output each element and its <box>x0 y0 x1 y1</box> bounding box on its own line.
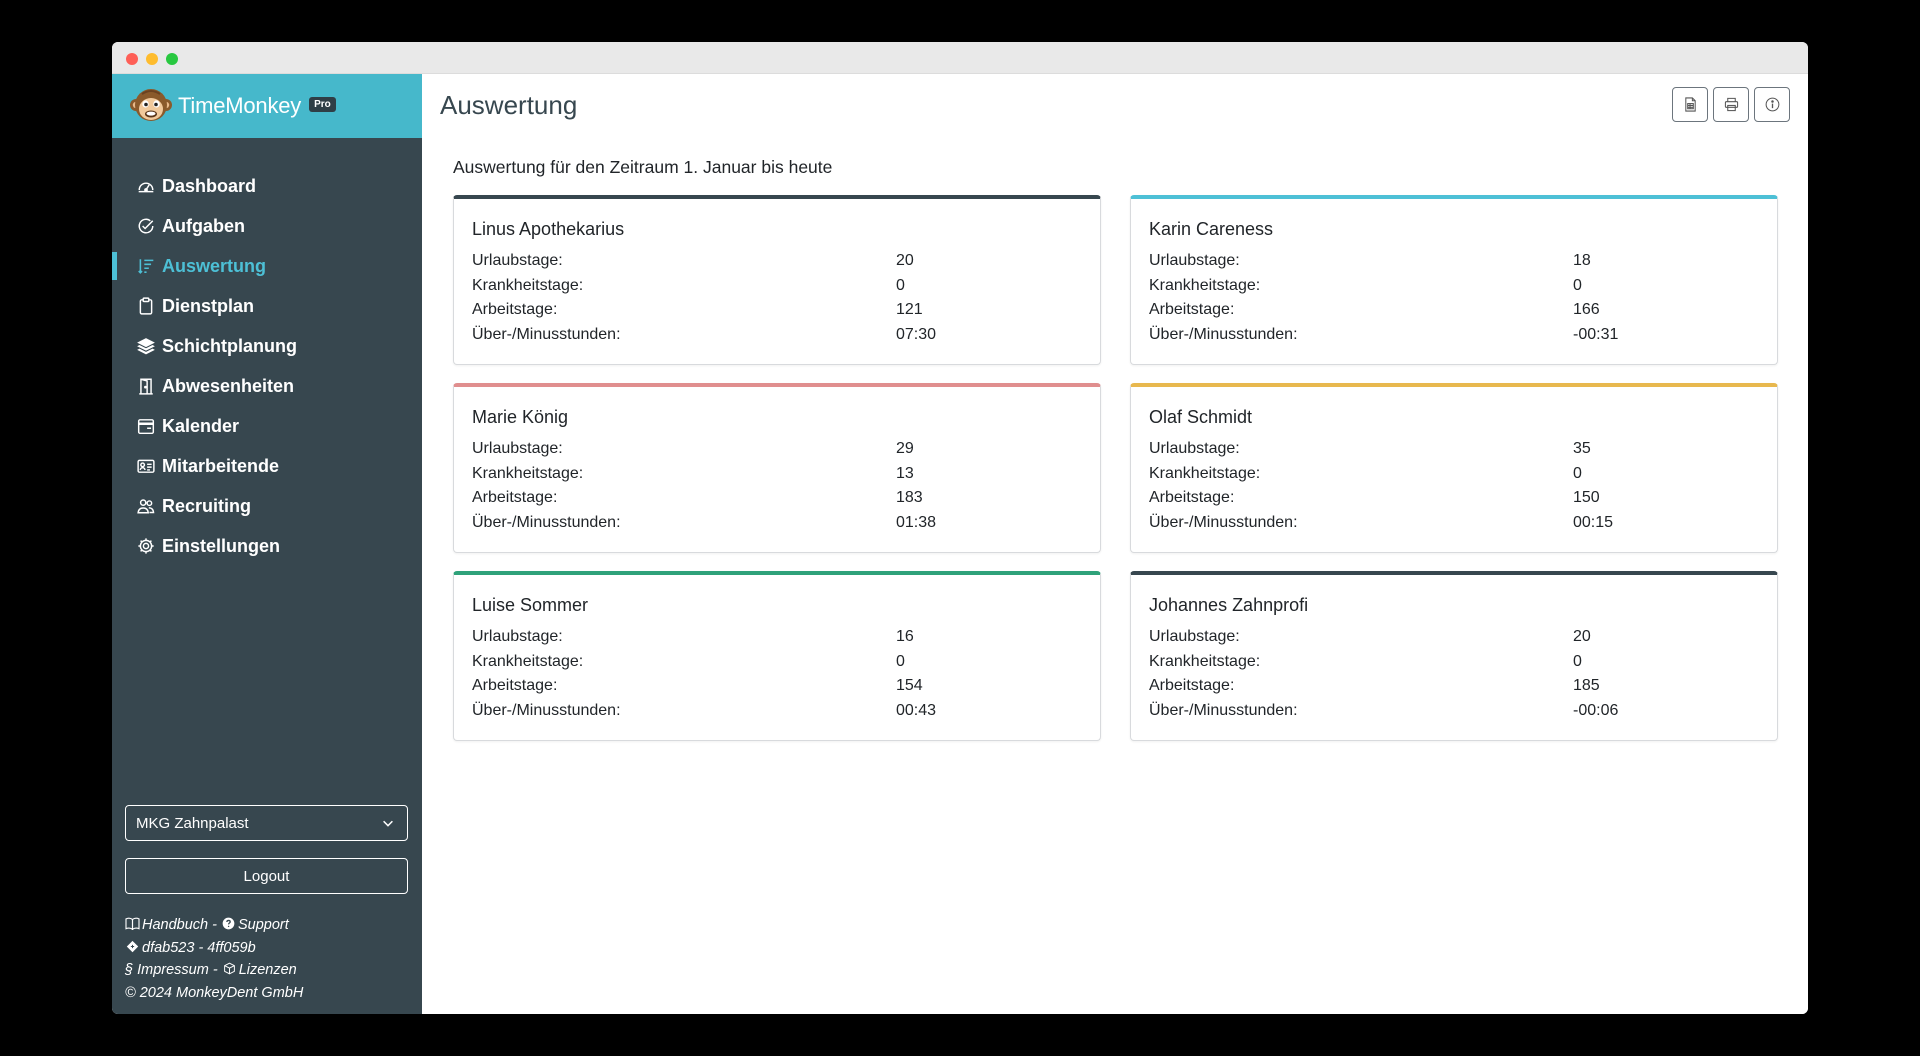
stat-row-overtime <box>472 323 1082 348</box>
box-icon <box>222 962 237 975</box>
stat-label: Krankheitstage: <box>1149 464 1261 482</box>
stat-label: Urlaubstage: <box>472 252 563 269</box>
stat-row-work <box>1149 674 1759 699</box>
info-button[interactable] <box>1754 87 1790 122</box>
app-name: TimeMonkey <box>178 93 302 118</box>
vacation-days-value: 18 <box>1573 252 1591 269</box>
nav-item-dashboard[interactable] <box>112 166 422 206</box>
stat-label: Krankheitstage: <box>472 276 584 294</box>
overtime-value: 01:38 <box>896 513 937 531</box>
employee-card <box>453 571 1101 741</box>
sort-list-icon <box>136 256 156 276</box>
close-window-button[interactable] <box>126 53 138 65</box>
nav-item-aufgaben[interactable] <box>112 206 422 246</box>
stat-row-overtime <box>472 699 1082 724</box>
main-content <box>422 74 1808 1014</box>
work-days-value: 154 <box>896 677 923 694</box>
stat-row-vacation <box>472 625 1082 650</box>
stat-row-overtime <box>472 511 1082 536</box>
nav-label: Auswertung <box>162 255 267 276</box>
handbook-link[interactable]: Handbuch <box>125 917 208 933</box>
sidebar <box>112 74 422 1014</box>
stat-label: Krankheitstage: <box>472 464 584 482</box>
stat-label: Urlaubstage: <box>472 440 563 457</box>
question-circle-icon <box>221 917 236 930</box>
nav-label: Einstellungen <box>162 535 281 556</box>
stat-label: Krankheitstage: <box>472 652 584 670</box>
stat-label: Urlaubstage: <box>1149 252 1240 269</box>
stat-row-vacation <box>1149 625 1759 650</box>
export-file-button[interactable] <box>1672 87 1708 122</box>
nav-label: Kalender <box>162 415 240 436</box>
employee-name: Johannes Zahnprofi <box>1149 595 1309 615</box>
nav-label: Aufgaben <box>162 215 245 236</box>
support-link[interactable]: Support <box>221 917 289 933</box>
stat-row-sick <box>1149 274 1759 299</box>
nav-label: Dashboard <box>162 175 257 196</box>
stat-label: Über-/Minusstunden: <box>1149 325 1298 343</box>
employee-name: Luise Sommer <box>472 595 589 615</box>
employee-card <box>1130 195 1778 365</box>
stat-row-vacation <box>472 437 1082 462</box>
stat-row-vacation <box>472 249 1082 274</box>
stat-row-work <box>472 486 1082 511</box>
stat-label: Urlaubstage: <box>1149 628 1240 645</box>
company-select-value: MKG Zahnpalast <box>136 814 249 832</box>
gear-icon <box>136 536 156 556</box>
nav-label: Mitarbeitende <box>162 455 280 476</box>
nav-label: Schichtplanung <box>162 335 297 356</box>
nav-label: Recruiting <box>162 495 252 516</box>
stat-label: Krankheitstage: <box>1149 276 1261 294</box>
stat-row-vacation <box>1149 437 1759 462</box>
overtime-value: 00:43 <box>896 701 937 719</box>
stat-label: Arbeitstage: <box>472 301 558 318</box>
nav-label: Dienstplan <box>162 295 255 316</box>
nav-item-kalender[interactable] <box>112 406 422 446</box>
employee-name: Linus Apothekarius <box>472 219 625 239</box>
footer-separator: - <box>208 917 221 933</box>
stat-row-sick <box>472 274 1082 299</box>
stat-row-work <box>472 674 1082 699</box>
overtime-value: 07:30 <box>896 325 937 343</box>
brand-header[interactable] <box>112 74 422 138</box>
stat-label: Über-/Minusstunden: <box>472 325 621 343</box>
stat-label: Über-/Minusstunden: <box>1149 701 1298 719</box>
sick-days-value: 13 <box>896 464 914 482</box>
footer-separator: - <box>208 962 222 978</box>
stat-label: Über-/Minusstunden: <box>472 701 621 719</box>
stat-label: Arbeitstage: <box>1149 301 1235 318</box>
employee-name: Karin Careness <box>1149 219 1274 239</box>
stat-row-sick <box>472 650 1082 675</box>
employee-cards <box>453 195 1782 741</box>
stat-row-work <box>1149 486 1759 511</box>
employee-card <box>1130 571 1778 741</box>
chevron-down-icon <box>381 816 395 830</box>
employee-card <box>1130 383 1778 553</box>
licenses-link[interactable]: Lizenzen <box>222 962 297 978</box>
report-period: Auswertung für den Zeitraum 1. Januar bis heute <box>453 157 833 177</box>
stat-row-work <box>472 298 1082 323</box>
employee-name: Olaf Schmidt <box>1149 407 1253 427</box>
nav-item-dienstplan[interactable] <box>112 286 422 326</box>
stat-row-sick <box>472 462 1082 487</box>
sick-days-value: 0 <box>896 276 905 294</box>
footer-line-help <box>125 914 408 937</box>
sick-days-value: 0 <box>1573 464 1582 482</box>
employee-card <box>453 383 1101 553</box>
overtime-value: 00:15 <box>1573 513 1614 531</box>
sidebar-bottom <box>125 805 408 1004</box>
stat-row-overtime <box>1149 511 1759 536</box>
vacation-days-value: 35 <box>1573 440 1591 457</box>
work-days-value: 150 <box>1573 489 1600 506</box>
vacation-days-value: 20 <box>896 252 914 269</box>
sick-days-value: 0 <box>896 652 905 670</box>
stat-label: Krankheitstage: <box>1149 652 1261 670</box>
overtime-value: -00:31 <box>1573 325 1619 343</box>
footer-line-version <box>125 937 408 960</box>
check-circle-icon <box>136 216 156 236</box>
stat-row-vacation <box>1149 249 1759 274</box>
footer-line-legal <box>125 959 408 982</box>
minimize-window-button[interactable] <box>146 53 158 65</box>
overtime-value: -00:06 <box>1573 701 1619 719</box>
stat-row-overtime <box>1149 699 1759 724</box>
nav-item-mitarbeitende[interactable] <box>112 446 422 486</box>
stat-label: Arbeitstage: <box>1149 677 1235 694</box>
work-days-value: 121 <box>896 301 923 318</box>
version-text: dfab523 - 4ff059b <box>142 939 256 956</box>
door-icon <box>136 376 156 396</box>
pro-badge: Pro <box>309 97 336 112</box>
maximize-window-button[interactable] <box>166 53 178 65</box>
work-days-value: 166 <box>1573 301 1600 318</box>
stat-label: Arbeitstage: <box>472 489 558 506</box>
person-card-icon <box>136 456 156 476</box>
work-days-value: 185 <box>1573 677 1600 694</box>
nav-label: Abwesenheiten <box>162 375 295 396</box>
speedometer-icon <box>136 176 156 196</box>
vacation-days-value: 29 <box>896 440 914 457</box>
nav-item-recruiting[interactable] <box>112 486 422 526</box>
app-window <box>112 42 1808 1014</box>
info-circle-icon <box>1765 97 1780 112</box>
stat-label: Arbeitstage: <box>1149 489 1235 506</box>
copyright-text: © 2024 MonkeyDent GmbH <box>125 984 304 1001</box>
sick-days-value: 0 <box>1573 652 1582 670</box>
layers-icon <box>136 336 156 356</box>
nav-item-einstellungen[interactable] <box>112 526 422 566</box>
clipboard-icon <box>136 296 156 316</box>
employee-card <box>453 195 1101 365</box>
book-icon <box>125 917 140 930</box>
nav-item-abwesenheiten[interactable] <box>112 366 422 406</box>
sidebar-footer-links <box>125 914 408 1004</box>
stat-label: Über-/Minusstunden: <box>472 513 621 531</box>
print-button[interactable] <box>1713 87 1749 122</box>
stat-row-sick <box>1149 650 1759 675</box>
calendar-icon <box>136 416 156 436</box>
company-select[interactable] <box>125 805 408 841</box>
vacation-days-value: 20 <box>1573 628 1591 645</box>
people-icon <box>136 496 156 516</box>
logout-button[interactable]: Logout <box>125 858 408 894</box>
page-title: Auswertung <box>440 90 578 120</box>
employee-name: Marie König <box>472 407 569 427</box>
nav-item-schichtplanung[interactable] <box>112 326 422 366</box>
window-titlebar <box>112 42 1808 74</box>
file-spreadsheet-icon <box>1683 97 1698 112</box>
diamond-icon <box>125 940 140 953</box>
monkey-logo-icon <box>130 85 172 127</box>
stat-label: Arbeitstage: <box>472 677 558 694</box>
sick-days-value: 0 <box>1573 276 1582 294</box>
nav-item-auswertung[interactable] <box>112 246 422 286</box>
printer-icon <box>1724 97 1739 112</box>
impressum-link[interactable]: § Impressum <box>125 962 209 978</box>
work-days-value: 183 <box>896 489 923 506</box>
stat-row-work <box>1149 298 1759 323</box>
main-nav <box>112 166 422 566</box>
page-toolbar <box>1672 87 1790 122</box>
stat-label: Über-/Minusstunden: <box>1149 513 1298 531</box>
vacation-days-value: 16 <box>896 628 914 645</box>
stat-row-sick <box>1149 462 1759 487</box>
stat-label: Urlaubstage: <box>472 628 563 645</box>
stat-label: Urlaubstage: <box>1149 440 1240 457</box>
stat-row-overtime <box>1149 323 1759 348</box>
